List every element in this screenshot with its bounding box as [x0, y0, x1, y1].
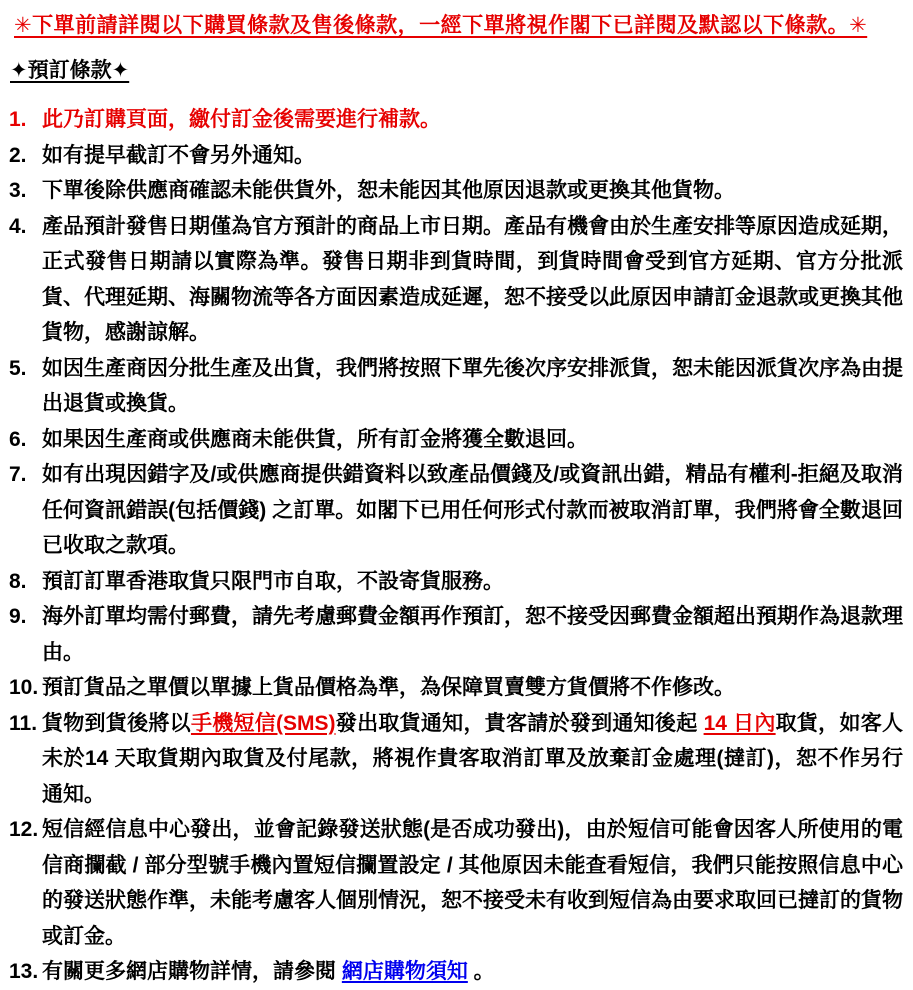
store-shopping-notice-link[interactable]: 網店購物須知 [341, 960, 468, 983]
term-item-text [42, 706, 905, 813]
term-item-1 [8, 102, 905, 138]
term-item-2 [8, 138, 905, 174]
term-text-segment: 如有提早截訂不會另外通知。 [42, 143, 315, 167]
term-item-number: 6. [9, 427, 27, 451]
term-item-number: 1. [9, 108, 27, 131]
term-text-segment: 如因生產商因分批生產及出貨，我們將按照下單先後次序安排派貨，恕未能因派貨次序為由提出退貨或換貨。 [42, 356, 903, 415]
term-text-segment: 如有出現因錯字及/或供應商提供錯資料以致產品價錢及/或資訊出錯，精品有權利-拒絕及取消任何資訊錯誤(包括價錢) 之訂單。如閣下已用任何形式付款而被取消訂單，我們將會全數退回已收取之款項。 [42, 463, 903, 557]
term-text-segment: 取貨，如客人未於14 天取貨期內取貨及付尾款，將視作貴客取消訂單及放棄訂金處理(撻訂)，恕不作另行通知。 [42, 711, 904, 806]
term-item-text [42, 954, 905, 990]
term-item-3 [8, 173, 905, 209]
term-item-text [42, 102, 905, 138]
term-item-number: 8. [9, 569, 27, 593]
term-item-number: 4. [9, 214, 27, 238]
terms-list [8, 102, 905, 990]
sms-notice-highlight: 手機短信(SMS) [190, 711, 336, 735]
purchase-terms-warning-header: ✳下單前請詳閱以下購買條款及售後條款，一經下單將視作閣下已詳閱及默認以下條款。✳ [14, 14, 868, 37]
term-item-text [42, 138, 905, 174]
term-item-number: 5. [9, 356, 27, 380]
term-item-number: 2. [9, 143, 27, 167]
term-text-segment: 。 [467, 960, 495, 983]
term-text-segment: 如果因生產商或供應商未能供貨，所有訂金將獲全數退回。 [42, 427, 588, 451]
term-item-text [42, 457, 905, 564]
term-item-6 [8, 422, 905, 458]
term-item-number: 7. [9, 463, 27, 486]
term-text-segment: 預訂貨品之單價以單據上貨品價格為準，為保障買賣雙方貨價將不作修改。 [42, 676, 735, 699]
term-item-number: 10. [9, 676, 39, 699]
term-item-13 [8, 954, 905, 990]
term-item-number: 13. [9, 960, 39, 983]
term-text-segment: 海外訂單均需付郵費，請先考慮郵費金額再作預訂，恕不接受因郵費金額超出預期作為退款理由。 [42, 605, 903, 664]
term-item-11 [8, 706, 905, 813]
term-text-segment: 短信經信息中心發出，並會記錄發送狀態(是否成功發出)，由於短信可能會因客人所使用的電信商攔截 / 部分型號手機內置短信攔置設定 / 其他原因未能查看短信，我們只能按照信息中心的發送狀態作準，未能考慮客人個別情況，恕不接受未有收到短信為由要求取回已撻訂的貨物或訂金。 [42, 818, 903, 948]
term-item-text [42, 599, 905, 670]
term-item-number: 11. [9, 711, 38, 735]
term-item-text [42, 812, 905, 954]
term-item-text [42, 670, 905, 706]
term-text-segment: 有關更多網店購物詳情，請參閱 [42, 960, 342, 983]
term-text-segment: 發出取貨通知，貴客請於發到通知後起 [335, 711, 704, 735]
term-item-text [42, 564, 905, 600]
term-text-segment: 預訂訂單香港取貨只限門市自取，不設寄貨服務。 [42, 569, 504, 593]
pickup-deadline-highlight: 14 日內 [703, 711, 776, 735]
term-item-number: 3. [9, 179, 27, 202]
term-item-number: 9. [9, 605, 27, 628]
term-item-number: 12. [9, 818, 39, 841]
term-item-5 [8, 351, 905, 422]
term-text-segment: 下單後除供應商確認未能供貨外，恕未能因其他原因退款或更換其他貨物。 [42, 179, 735, 202]
term-text-segment: 產品預計發售日期僅為官方預計的商品上市日期。產品有機會由於生產安排等原因造成延期，正式發售日期請以實際為準。發售日期非到貨時間，到貨時間會受到官方延期、官方分批派貨、代理延期、海關物流等各方面因素造成延遲，恕不接受以此原因申請訂金退款或更換其他貨物，感謝諒解。 [42, 214, 903, 344]
term-item-9 [8, 599, 905, 670]
term-item-12 [8, 812, 905, 954]
term-item-7 [8, 457, 905, 564]
term-text-segment: 此乃訂購頁面，繳付訂金後需要進行補款。 [42, 108, 441, 131]
term-item-text [42, 209, 905, 351]
preorder-terms-title: ✦預訂條款✦ [10, 59, 130, 82]
term-item-text [42, 351, 905, 422]
term-item-8 [8, 564, 905, 600]
term-item-text [42, 422, 905, 458]
term-item-text [42, 173, 905, 209]
term-item-10 [8, 670, 905, 706]
term-text-segment: 貨物到貨後將以 [42, 711, 191, 735]
term-item-4 [8, 209, 905, 351]
